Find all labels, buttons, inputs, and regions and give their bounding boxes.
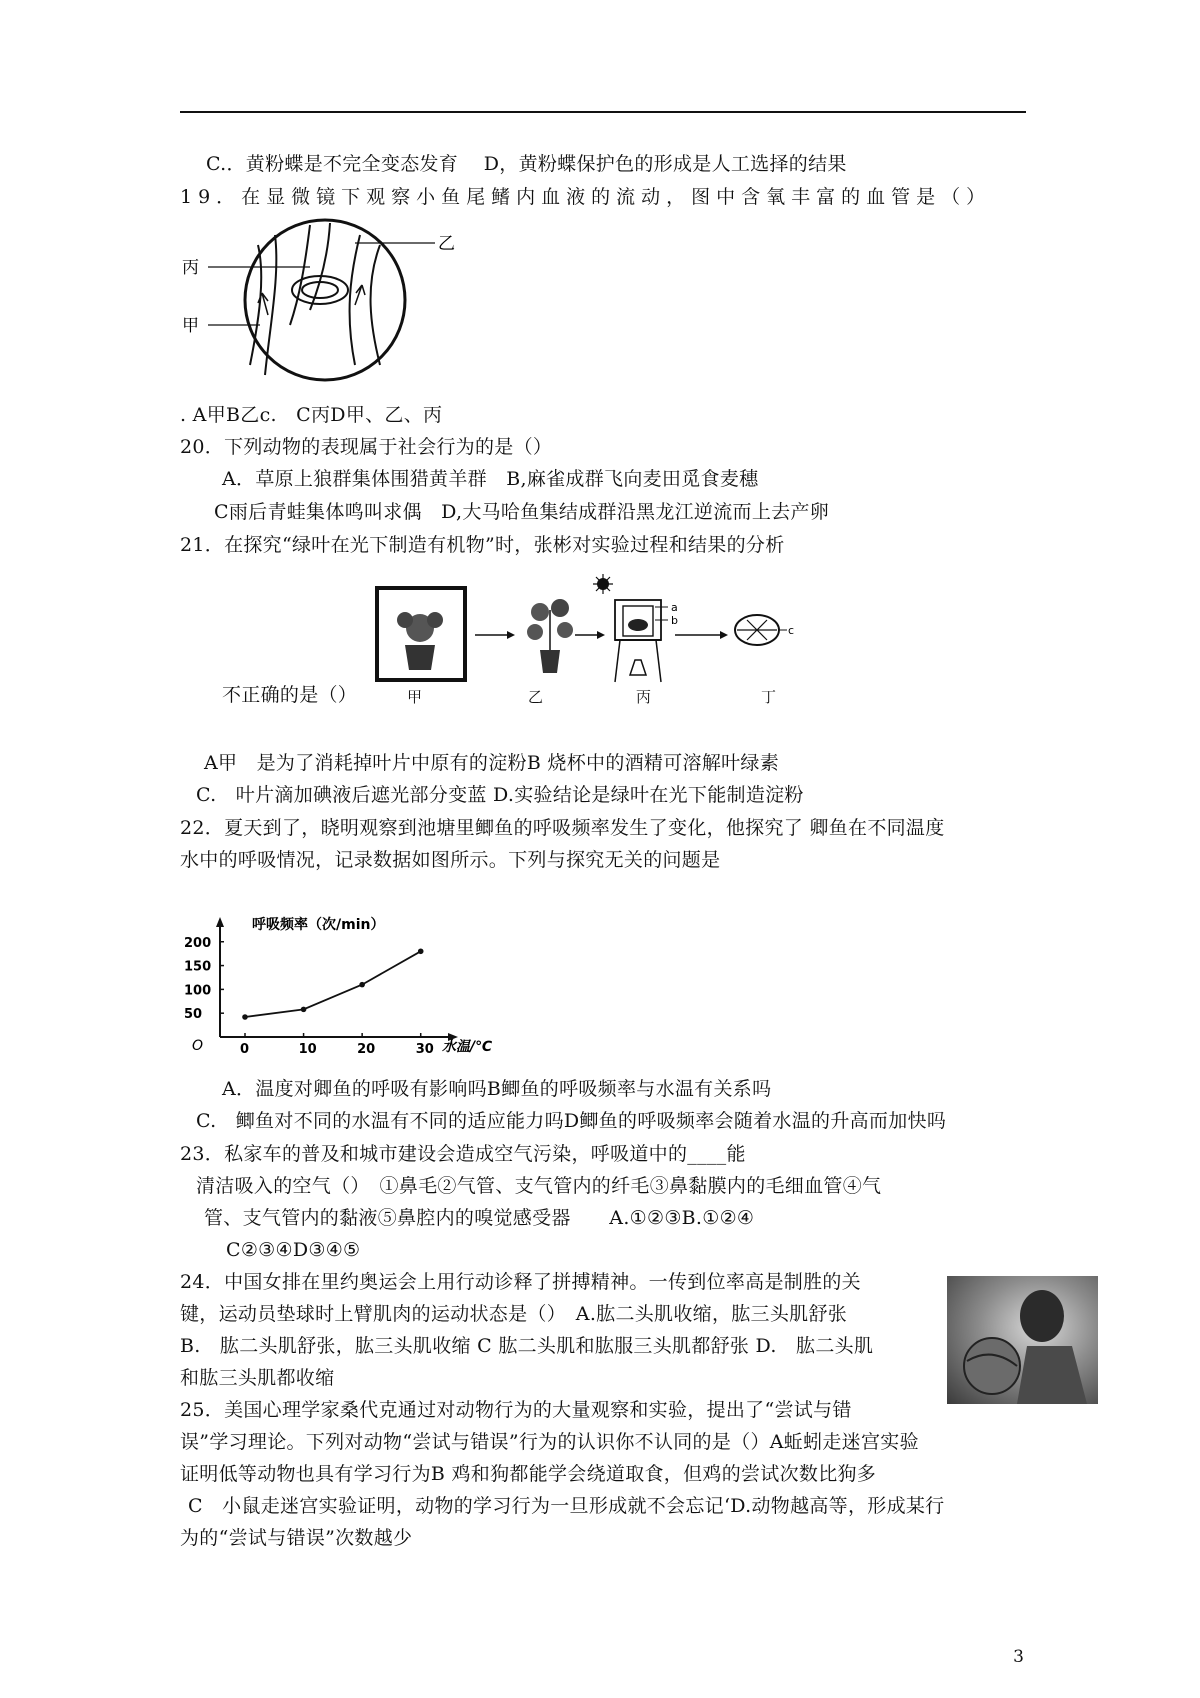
- q20-options-ab: A．草原上狼群集体围猎黄羊群 B,麻雀成群飞向麦田觅食麦穗: [222, 468, 759, 490]
- q22-stem-cont: 水中的呼吸情况，记录数据如图所示。下列与探究无关的问题是: [180, 849, 721, 871]
- q25-stem: 25．美国心理学家桑代克通过对动物行为的大量观察和实验，提出了“尝试与错: [180, 1399, 852, 1421]
- q23-options-cd: C②③④D③④⑤: [226, 1239, 361, 1261]
- q23-stem: 23．私家车的普及和城市建设会造成空气污染，呼吸道中的____能: [180, 1143, 746, 1165]
- chart-data-point: [359, 982, 365, 988]
- fig22-respiration-chart: [180, 915, 510, 1060]
- page-number: 3: [1013, 1647, 1024, 1667]
- q20-stem: 20．下列动物的表现属于社会行为的是（）: [180, 436, 553, 458]
- q22-options-ab: A．温度对卿鱼的呼吸有影响吗B鲫鱼的呼吸频率与水温有关系吗: [222, 1078, 772, 1100]
- q25-options-d-cont: 为的“尝试与错误”次数越少: [180, 1527, 413, 1549]
- q19-stem: 19．在显微镜下观察小鱼尾鳍内血液的流动，图中含氧丰富的血管是（）: [180, 186, 992, 208]
- q20-options-cd: C雨后青蛙集体鸣叫求偶 D,大马哈鱼集结成群沿黑龙江逆流而上去产卵: [214, 501, 830, 523]
- fig21-label-1: 甲: [407, 688, 423, 706]
- fig19-label-b: 乙: [438, 234, 455, 254]
- q21-options-cd: C. 叶片滴加碘液后遮光部分变蓝 D.实验结论是绿叶在光下能制造淀粉: [196, 784, 804, 806]
- q23-options-ab: 管、支气管内的黏液⑤鼻腔内的嗅觉感受器 A.①②③B.①②④: [204, 1207, 755, 1229]
- q25-stem-cont: 误”学习理论。下列对动物“尝试与错误”行为的认识你不认同的是（）A蚯蚓走迷宫实验: [180, 1431, 919, 1453]
- chart-origin: O: [192, 1038, 204, 1054]
- chart-x-tick-label: 20: [357, 1042, 376, 1057]
- fig19-blood-vessels: [180, 215, 460, 390]
- chart-data-point: [242, 1014, 248, 1020]
- q24-options: B. 肱二头肌舒张，肱三头肌收缩 C 肱二头肌和肱服三头肌都舒张 D. 肱二头肌: [180, 1335, 874, 1357]
- q24-stem-cont: 键，运动员垫球时上臂肌肉的运动状态是（） A.肱二头肌收缩，肱三头肌舒张: [180, 1303, 848, 1325]
- q23-stem-cont: 清洁吸入的空气（） ①鼻毛②气管、支气管内的纤毛③鼻黏膜内的毛细血管④气: [196, 1175, 882, 1197]
- q22-stem: 22．夏天到了，晓明观察到池塘里鲫鱼的呼吸频率发生了变化，他探究了 卿鱼在不同温度: [180, 817, 945, 839]
- q21-stem-cont: 不正确的是（）: [222, 684, 358, 706]
- fig21-experiment: [375, 570, 835, 705]
- q19-options: . A甲B乙c. C丙D甲、乙、丙: [180, 404, 443, 426]
- q21-options-ab: A甲 是为了消耗掉叶片中原有的淀粉B 烧杯中的酒精可溶解叶绿素: [204, 752, 780, 774]
- fig21-beaker-a: a: [671, 601, 678, 614]
- q21-stem: 21．在探究“绿叶在光下制造有机物”时，张彬对实验过程和结果的分析: [180, 534, 785, 556]
- chart-y-arrow: [216, 917, 224, 927]
- fig21-beaker-b: b: [671, 614, 678, 627]
- fig21-leaf-c: c: [788, 624, 795, 637]
- chart-y-tick-label: 100: [184, 983, 212, 999]
- fig19-label-a: 甲: [182, 316, 199, 336]
- chart-series-line: [245, 951, 421, 1017]
- fig19-label-c: 丙: [182, 258, 199, 278]
- fig21-stage-labels: [365, 686, 825, 708]
- fig21-label-2: 乙: [528, 688, 544, 706]
- fig21-label-4: 丁: [761, 688, 777, 706]
- q24-options-cont: 和肱三头肌都收缩: [180, 1367, 335, 1389]
- chart-y-tick-label: 200: [184, 935, 212, 951]
- header-rule: [180, 111, 1026, 113]
- chart-ylabel: 呼吸频率（次/min）: [252, 917, 385, 933]
- fig21-label-3: 丙: [636, 688, 652, 706]
- q25-options-b: 证明低等动物也具有学习行为B 鸡和狗都能学会绕道取食，但鸡的尝试次数比狗多: [180, 1463, 877, 1485]
- chart-data-point: [301, 1007, 307, 1013]
- q22-options-cd: C. 鲫鱼对不同的水温有不同的适应能力吗D鲫鱼的呼吸频率会随着水温的升高而加快吗: [196, 1110, 947, 1132]
- chart-x-tick-label: 0: [240, 1042, 250, 1057]
- chart-y-tick-label: 50: [184, 1007, 203, 1023]
- q24-stem: 24．中国女排在里约奥运会上用行动诊释了拼搏精神。一传到位率高是制胜的关: [180, 1271, 861, 1293]
- chart-x-tick-label: 10: [298, 1042, 317, 1057]
- chart-xlabel: 水温/℃: [442, 1039, 493, 1055]
- chart-y-tick-label: 150: [184, 959, 212, 975]
- chart-x-tick-label: 30: [415, 1042, 434, 1057]
- volleyball-player-photo: [947, 1276, 1098, 1404]
- chart-data-point: [418, 948, 424, 954]
- q18-options-cd: C.．黄粉蝶是不完全变态发育 D，黄粉蝶保护色的形成是人工选择的结果: [206, 153, 847, 175]
- q25-options-cd: C 小鼠走迷宫实验证明，动物的学习行为一旦形成就不会忘记‘D.动物越高等，形成某行: [188, 1495, 945, 1517]
